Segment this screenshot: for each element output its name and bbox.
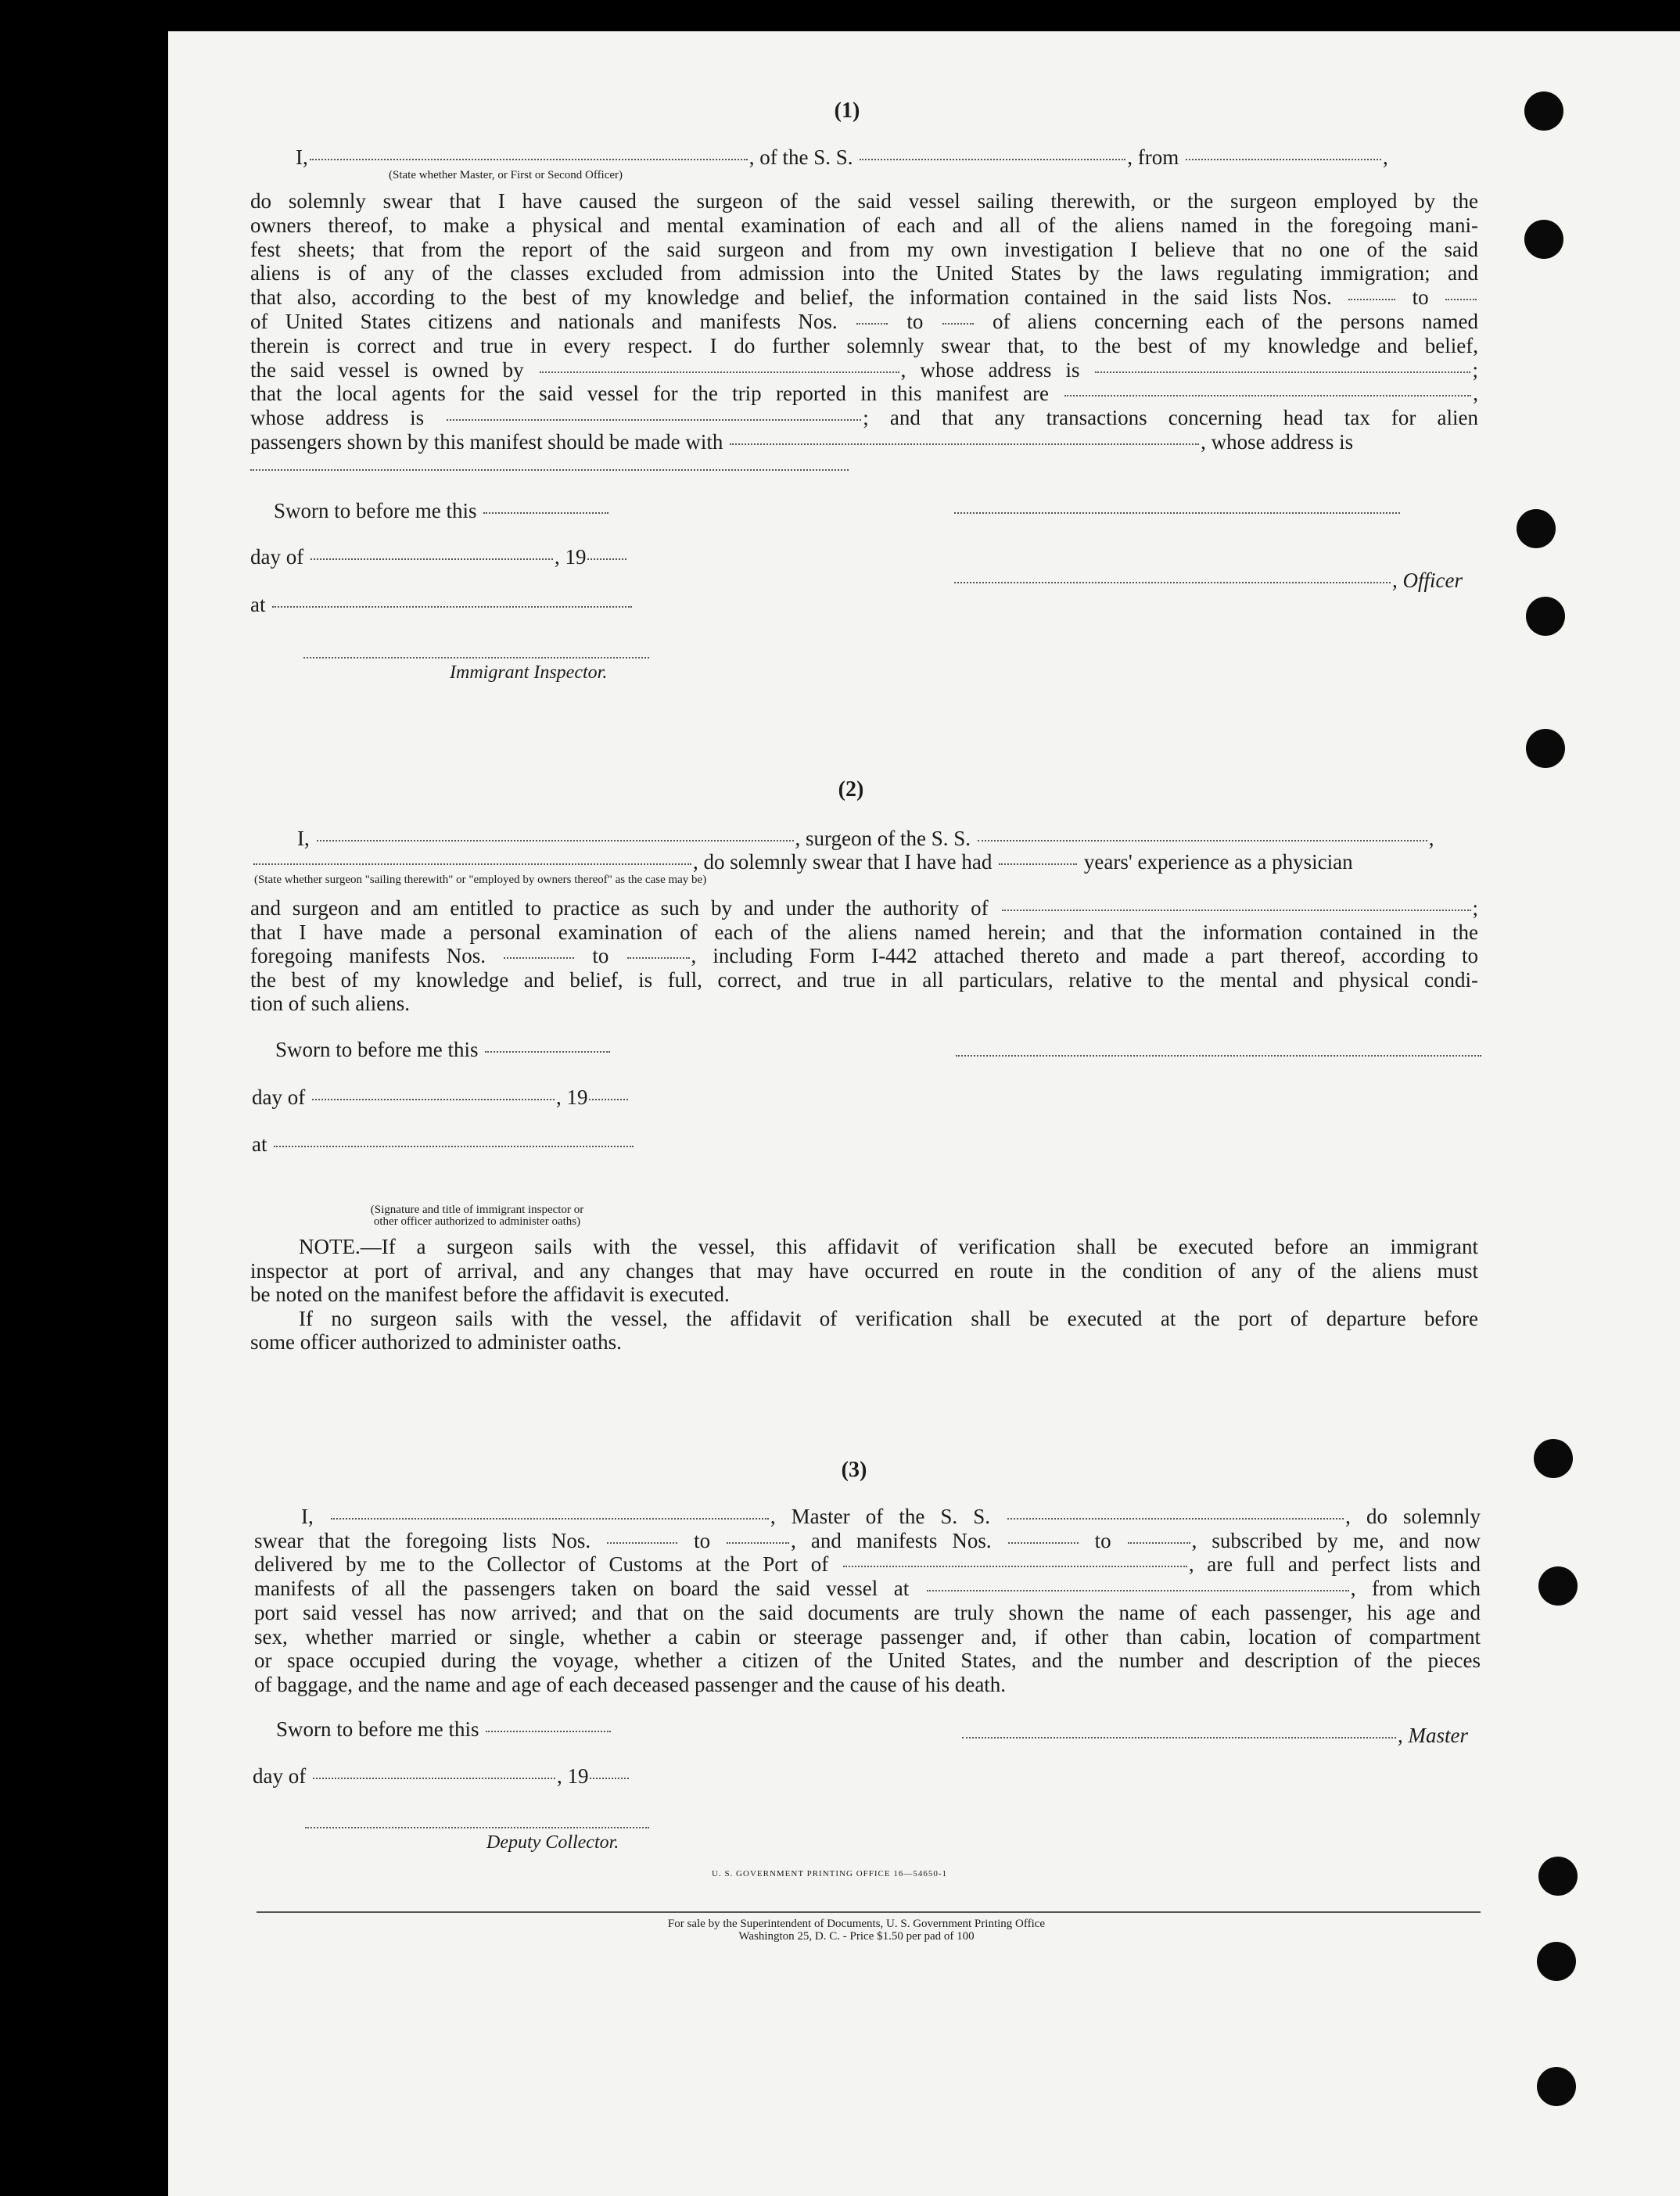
section-1-number: (1) xyxy=(834,99,860,123)
s2-at: at xyxy=(252,1132,635,1157)
s1-para-line: owners thereof, to make a physical and mental examination of each and all of the aliens named in the foregoing mani- xyxy=(250,213,1478,237)
s3-collector-signature-line xyxy=(305,1827,649,1828)
note-line: NOTE.—If a surgeon sails with the vessel, this affidavit of verification shall be executed before an immigrant xyxy=(299,1235,1478,1258)
section-3-number: (3) xyxy=(841,1458,867,1482)
s2-para-line-6: the best of my knowledge and belief, is full, correct, and true in all particulars, relative to the mental and physical condi- xyxy=(250,967,1478,992)
s1-para-line: fest sheets; that from the report of the said surgeon and from my own investigation I believe that no one of the said xyxy=(250,237,1478,261)
s1-day-of: day of , 19 xyxy=(250,545,628,569)
s1-of-ss-label: , of the S. S. xyxy=(748,145,853,169)
s2-para-line-5: foregoing manifests Nos. to , including Form I-442 attached thereto and made a part thereof, according to xyxy=(250,944,1479,967)
punch-hole xyxy=(1524,220,1563,259)
s1-caption: (State whether Master, or First or Second Officer) xyxy=(389,169,623,181)
s1-inspector-label: Immigrant Inspector. xyxy=(450,662,608,683)
gpo-imprint: U. S. GOVERNMENT PRINTING OFFICE 16—54650-1 xyxy=(712,1869,948,1878)
punch-hole xyxy=(1526,597,1565,636)
note2-line: some officer authorized to administer oaths. xyxy=(250,1330,622,1354)
sale-notice-1: For sale by the Superintendent of Documents, U. S. Government Printing Office xyxy=(667,1918,1046,1930)
s3-master-line: , Master xyxy=(960,1724,1468,1748)
s3-line-3: delivered by me to the Collector of Customs at the Port of , are full and perfect lists and xyxy=(254,1552,1481,1577)
s2-para-line-7: tion of such aliens. xyxy=(250,992,410,1015)
s1-line1-end: , xyxy=(1383,145,1388,169)
punch-hole xyxy=(1537,2067,1576,2106)
s1-at: at xyxy=(250,593,634,617)
note-line: be noted on the manifest before the affidavit is executed. xyxy=(250,1283,730,1306)
s3-collector-label: Deputy Collector. xyxy=(486,1832,619,1853)
punch-hole xyxy=(1534,1439,1573,1478)
s1-para-line: aliens is of any of the classes excluded from admission into the United States by the laws regulating immigration; and xyxy=(250,261,1478,285)
punch-hole xyxy=(1526,729,1565,768)
s2-para-line-4: that I have made a personal examination of each of the aliens named herein; and that the information contained in the xyxy=(250,920,1478,944)
s1-para-line-6: of United States citizens and nationals and manifests Nos. to of aliens concerning each of the persons named xyxy=(250,309,1479,333)
punch-hole xyxy=(1517,509,1556,548)
s2-line-2: , do solemnly swear that I have had years' experience as a physician xyxy=(252,850,1353,874)
s1-para-line-5: that also, according to the best of my knowledge and belief, the information contained in the said lists Nos. to xyxy=(250,285,1478,310)
s1-para-line-9: that the local agents for the said vessel for the trip reported in this manifest are , xyxy=(250,382,1479,406)
s1-from-label: , from xyxy=(1127,145,1179,169)
s3-sworn: Sworn to before me this xyxy=(276,1717,612,1742)
s2-paragraph xyxy=(250,896,1478,1016)
s1-signature-line xyxy=(954,512,1400,514)
s2-day-of: day of , 19 xyxy=(252,1085,630,1110)
s1-para-line-7: therein is correct and true in every respect. I do further solemnly swear that, to the best of my knowledge and belief, xyxy=(250,333,1478,357)
punch-hole xyxy=(1538,1857,1578,1896)
s3-para-line: of baggage, and the name and age of each deceased passenger and the cause of his death. xyxy=(254,1672,1007,1696)
s2-caption: (State whether surgeon "sailing therewith" or "employed by owners thereof" as the case may be) xyxy=(254,874,707,886)
s1-para-line-10: whose address is ; and that any transactions concerning head tax for alien xyxy=(250,406,1478,430)
s2-sig-caption-2: other officer authorized to administer oaths) xyxy=(373,1215,581,1228)
s3-para-line: sex, whether married or single, whether a cabin or steerage passenger and, if other than cabin, location of compartment xyxy=(254,1624,1481,1649)
s2-note xyxy=(250,1235,1478,1355)
s3-para-line: or space occupied during the voyage, whether a citizen of the United States, and the number and description of the pieces xyxy=(254,1649,1481,1673)
s3-line-4: manifests of all the passengers taken on board the said vessel at , from which xyxy=(254,1577,1481,1601)
punch-hole xyxy=(1538,1566,1578,1606)
s3-para-line: port said vessel has now arrived; and that on the said documents are truly shown the name of each passenger, his age and xyxy=(254,1600,1481,1624)
s3-line-1: I, , Master of the S. S. , do solemnly xyxy=(301,1505,1481,1528)
s1-para-line: do solemnly swear that I have caused the surgeon of the said vessel sailing therewith, or the surgeon employed by the xyxy=(250,189,1478,213)
s1-officer-line: , Officer xyxy=(953,569,1463,593)
s1-para-line-8: the said vessel is owned by , whose address is ; xyxy=(250,357,1478,382)
s1-line-1 xyxy=(296,145,1388,170)
sale-notice-2: Washington 25, D. C. - Price $1.50 per pad of 100 xyxy=(738,1930,975,1943)
s1-sworn: Sworn to before me this xyxy=(274,499,610,523)
s1-inspector-signature-line xyxy=(303,657,649,658)
s2-signature-line xyxy=(956,1055,1481,1057)
s1-paragraph xyxy=(250,189,1478,454)
footer-rule xyxy=(257,1911,1481,1913)
note2-line: If no surgeon sails with the vessel, the affidavit of verification shall be executed at the port of departure before xyxy=(299,1306,1478,1330)
s1-i-label: I, xyxy=(296,145,308,169)
s1-para-line-11: passengers shown by this manifest should be made with , whose address is xyxy=(250,429,1354,454)
section-2-number: (2) xyxy=(838,777,864,802)
s2-line-1: I, , surgeon of the S. S. , xyxy=(297,827,1434,850)
s2-sig-caption-1: (Signature and title of immigrant inspector or xyxy=(370,1204,584,1216)
note-line: inspector at port of arrival, and any changes that may have occurred en route in the condition of any of the aliens must xyxy=(250,1258,1478,1283)
s2-sworn: Sworn to before me this xyxy=(275,1038,612,1062)
s3-paragraph xyxy=(254,1505,1481,1697)
punch-hole xyxy=(1524,92,1563,131)
s2-para-line-3: and surgeon and am entitled to practice as such by and under the authority of ; xyxy=(250,896,1479,920)
punch-hole xyxy=(1537,1942,1576,1981)
s3-line-2: swear that the foregoing lists Nos. to , and manifests Nos. to , subscribed by me, and now xyxy=(254,1528,1481,1552)
s1-continuation-line xyxy=(250,469,849,471)
s3-day-of: day of , 19 xyxy=(253,1764,630,1789)
